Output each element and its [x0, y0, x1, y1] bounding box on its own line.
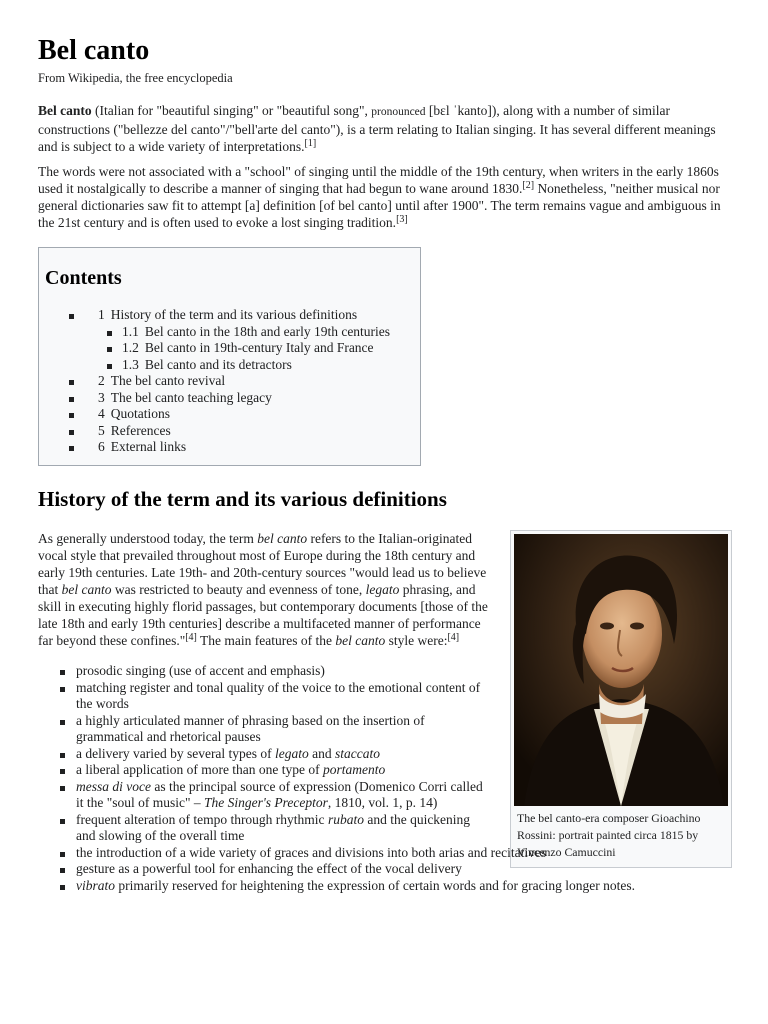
bullet-icon	[60, 769, 65, 774]
reference-link[interactable]: [1]	[304, 138, 317, 149]
toc-subitem[interactable]: 1.2 Bel canto in 19th-century Italy and France	[45, 340, 414, 357]
list-item: prosodic singing (use of accent and emphasis)	[38, 663, 486, 680]
toc-item[interactable]: 5 References	[45, 423, 414, 440]
tagline: From Wikipedia, the free encyclopedia	[38, 71, 233, 85]
section-heading: History of the term and its various definitions	[38, 487, 447, 511]
pronounced-label: pronounced	[371, 106, 426, 118]
article	[38, 34, 728, 894]
toc-item[interactable]: 1 History of the term and its various definitions	[45, 307, 414, 324]
intro-paragraph-2: The words were not associated with a "school" of singing until the middle of the 19th century, when writers in the early 1860s used it nostalgically to describe a manner of singing that had begun to wane around 1830.[2] Nonetheless, "neither musical nor general dictionaries saw fit to attempt [a] definition [of bel canto] until after 1900". The term remains vague and ambiguous in the 21st century and is often used to evoke a lost singing tradition.[3]	[38, 164, 721, 230]
history-paragraph: As generally understood today, the term bel canto refers to the Italian-originated vocal style that prevailed throughout most of Europe during the 18th century and early 19th centuries. Late 19th- and 20th-century sources "would lead us to believe that bel canto was restricted to beauty and evenness of tone, legato phrasing, and skill in executing highly florid passages, but contemporary documents [those of the late 18th and early 19th centuries] describe a multifaceted manner of performance far beyond these confines."[4] The main features of the bel canto style were:[4]	[38, 531, 488, 648]
bullet-icon	[60, 885, 65, 890]
bullet-icon	[60, 786, 65, 791]
toc-item[interactable]: 3 The bel canto teaching legacy	[45, 390, 414, 407]
bullet-icon	[69, 314, 74, 319]
bullet-icon	[60, 670, 65, 675]
table-of-contents	[38, 247, 421, 466]
list-item: the introduction of a wide variety of graces and divisions into both arias and recitatives	[38, 845, 728, 862]
toc-list	[45, 307, 414, 456]
page-title: Bel canto	[38, 35, 150, 66]
figure	[510, 530, 732, 868]
toc-subitem[interactable]: 1.3 Bel canto and its detractors	[45, 357, 414, 374]
list-item: a highly articulated manner of phrasing based on the insertion of grammatical and rhetorical pauses	[38, 713, 486, 746]
bullet-icon	[69, 397, 74, 402]
bullet-icon	[60, 720, 65, 725]
list-item: vibrato primarily reserved for heightening the expression of certain words and for gracing longer notes.	[38, 878, 728, 895]
reference-link[interactable]: [2]	[522, 180, 535, 191]
toc-item[interactable]: 6 External links	[45, 439, 414, 456]
intro-paragraph-1: Bel canto (Italian for "beautiful singing" or "beautiful song", pronounced [bɛl ˈkanto]), along with a number of similar constructions ("bellezze del canto"/"bell'arte del canto"), is a term relating to Italian singing. It has several different meanings and is subject to a wide variety of interpretations.[1]	[38, 103, 716, 154]
reference-link[interactable]: [4]	[447, 632, 460, 643]
bullet-icon	[107, 347, 112, 352]
portrait-image[interactable]	[514, 534, 728, 806]
bullet-icon	[60, 868, 65, 873]
reference-link[interactable]: [4]	[185, 632, 197, 643]
bullet-icon	[69, 446, 74, 451]
lead-term: Bel canto	[38, 103, 92, 118]
bullet-icon	[107, 364, 112, 369]
list-item: matching register and tonal quality of the voice to the emotional content of the words	[38, 680, 486, 713]
bullet-icon	[60, 852, 65, 857]
list-item: gesture as a powerful tool for enhancing the effect of the vocal delivery	[38, 861, 728, 878]
figure-caption: The bel canto-era composer Gioachino Rossini: portrait painted circa 1815 by Vincenzo Camuccini	[517, 811, 701, 859]
history-text	[38, 530, 488, 649]
bullet-icon	[69, 430, 74, 435]
toc-title: Contents	[45, 267, 122, 289]
bullet-icon	[107, 331, 112, 336]
bullet-icon	[69, 380, 74, 385]
bullet-icon	[69, 413, 74, 418]
toc-item[interactable]: 2 The bel canto revival	[45, 373, 414, 390]
list-item: a liberal application of more than one type of portamento	[38, 762, 486, 779]
list-item: a delivery varied by several types of legato and staccato	[38, 746, 486, 763]
bullet-icon	[60, 819, 65, 824]
reference-link[interactable]: [3]	[396, 214, 408, 225]
toc-item[interactable]: 4 Quotations	[45, 406, 414, 423]
list-item: frequent alteration of tempo through rhythmic rubato and the quickening and slowing of the overall time	[38, 812, 486, 845]
bullet-icon	[60, 753, 65, 758]
toc-subitem[interactable]: 1.1 Bel canto in the 18th and early 19th centuries	[45, 324, 414, 341]
bullet-icon	[60, 687, 65, 692]
list-item: messa di voce as the principal source of expression (Domenico Corri called it the "soul of music" – The Singer's Preceptor, 1810, vol. 1, p. 14)	[38, 779, 486, 812]
history-section	[38, 530, 728, 894]
